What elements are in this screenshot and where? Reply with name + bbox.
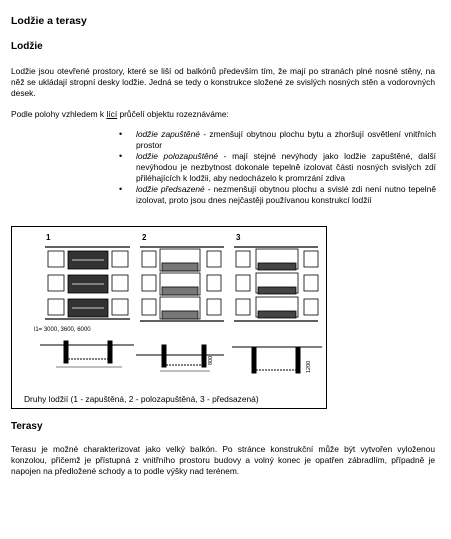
intro-text-end: průčelí objektu rozeznáváme: (117, 109, 229, 119)
section-heading-terasy: Terasy (11, 421, 43, 432)
main-heading: Lodžie a terasy (11, 15, 87, 27)
dimension-1200: 1200 (306, 360, 312, 373)
list-item-text: - zmenšují obytnou plochu bytu a zhoršují osvětlení vnitřních prostor (136, 129, 436, 150)
figure-label-1: 1 (46, 233, 51, 242)
plan-1 (40, 341, 134, 367)
elevation-2 (140, 247, 224, 321)
list-item-text: - nezmenšují obytnou plochu a svislé zdi není nutno tepelně izolovat, proto jsou dnes nejčastěji používanou konstrukcí lodžií (136, 184, 436, 205)
figure-label-3: 3 (236, 233, 241, 242)
loggia-illustration (12, 227, 326, 408)
list-item-text: - mají stejné nevýhody jako lodžie zapuštěné, další nevýhodou je nezbytnost dokonale tepelně izolovat části nosných svislých zdí přiléhajících k lodžii, aby nedocházelo k promrzání zdiva (136, 151, 436, 183)
paragraph-classification-intro (11, 109, 435, 120)
list-item-term: lodžie předsazené (136, 184, 205, 194)
figure-caption: Druhy lodžií (1 - zapuštěná, 2 - polozapuštěná, 3 - předsazená) (24, 394, 259, 404)
loggia-types-figure (11, 226, 327, 409)
intro-text-start: Podle polohy vzhledem k (11, 109, 107, 119)
list-item (118, 151, 436, 184)
elevation-3 (234, 247, 318, 321)
paragraph-terasy: Terasu je možné charakterizovat jako velký balkón. Po stránce konstrukční může být vytvořen vyloženou konzolou, přičemž je přístupná z vnitřního prostoru budovy a volný konec je opatřen zábradlím, případně je napojen na předložené schody a to podle výšky nad terénem. (11, 444, 435, 476)
list-item (118, 184, 436, 206)
figure-label-2: 2 (142, 233, 147, 242)
loggia-types-list (118, 129, 436, 206)
list-item (118, 129, 436, 151)
list-item-term: lodžie zapuštěné (136, 129, 200, 139)
list-item-term: lodžie polozapuštěné (136, 151, 219, 161)
dimension-800: 800 (208, 355, 214, 365)
paragraph-lodzie-definition: Lodžie jsou otevřené prostory, které se liší od balkónů především tím, že mají po stranách plné nosné stěny, na něž se ukládají stropní desky lodžie. Jedná se tedy o konstrukce složené ze svislých nosných stěn a vodorovných desek. (11, 66, 435, 98)
section-heading-lodzie: Lodžie (11, 41, 43, 52)
underlined-word: lící (106, 109, 118, 119)
dimension-label: l1= 3000, 3600, 6000 (34, 327, 91, 333)
elevation-1 (45, 247, 130, 319)
